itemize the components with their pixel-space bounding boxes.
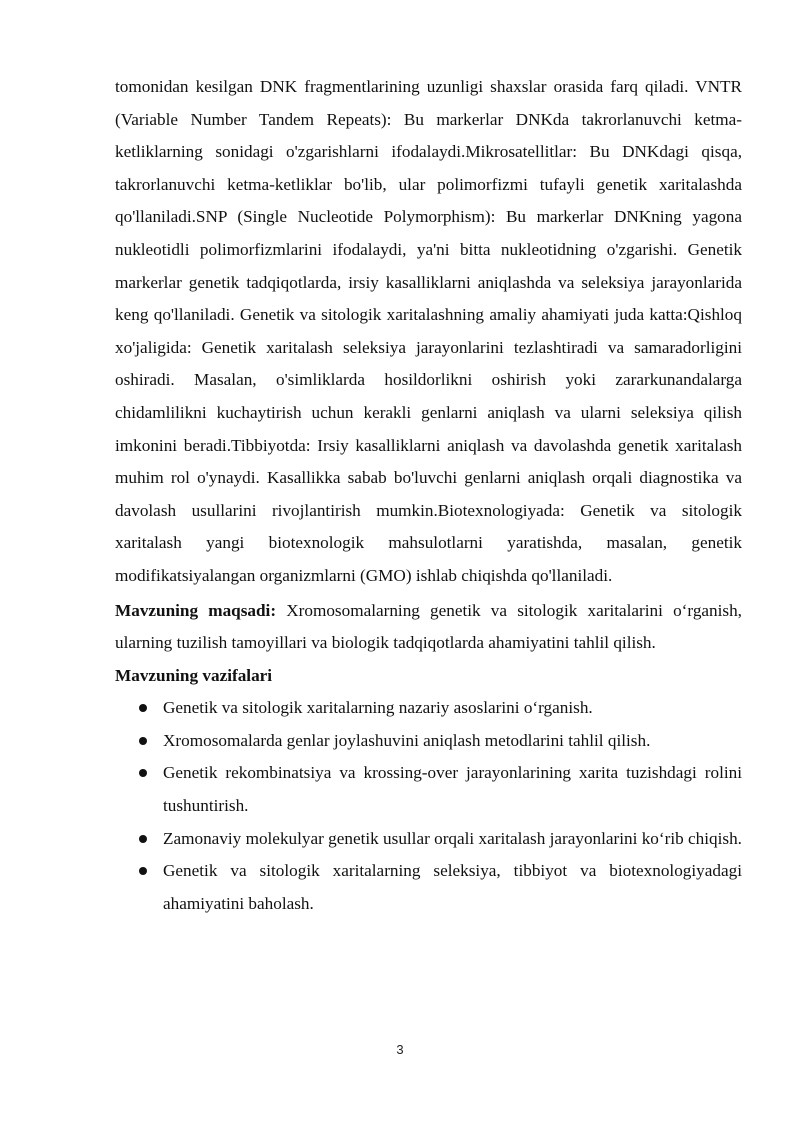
body-paragraph: tomonidan kesilgan DNK fragmentlarining uzunligi shaxslar orasida farq qiladi. VNTR (Variable Number Tandem Repeats): Bu markerlar DNKda takrorlanuvchi ketma-ketliklarning sonidagi o'zgarishlarni ifodalaydi.Mikrosatellitlar: Bu DNKdagi qisqa, takrorlanuvchi ketma-ketliklar bo'lib, ular polimorfizmi tufayli genetik xaritalashda qo'llaniladi.SNP (Single Nucleotide Polymorphism): Bu markerlar DNKning yagona nukleotidli polimorfizmlarini ifodalaydi, ya'ni bitta nukleotidning o'zgarishi. Genetik markerlar genetik tadqiqotlarda, irsiy kasalliklarni aniqlashda va seleksiya jarayonlarida keng qo'llaniladi. Genetik va sitologik xaritalashning amaliy ahamiyati juda katta:Qishloq xo'jaligida: Genetik xaritalash seleksiya jarayonlarini tezlashtiradi va samaradorligini oshiradi. Masalan, o'simliklarda hosildorlikni oshirish yoki zararkunandalarga chidamlilikni kuchaytirish uchun kerakli genlarni aniqlash va ularni seleksiya qilish imkonini beradi.Tibbiyotda: Irsiy kasalliklarni aniqlash va davolashda genetik xaritalash muhim rol o'ynaydi. Kasallikka sabab bo'luvchi genlarni aniqlash orqali diagnostika va davolash usullarini rivojlantirish mumkin.Biotexnologiyada: Genetik va sitologik xaritalash yangi biotexnologik mahsulotlarni yaratishda, masalan, genetik modifikatsiyalangan organizmlarni (GMO) ishlab chiqishda qo'llaniladi.: [115, 77, 742, 585]
list-item: [115, 823, 742, 856]
list-item: [115, 855, 742, 920]
goal-paragraph: [115, 595, 742, 660]
goal-text: Xromosomalarning genetik va sitologik xaritalarini o‘rganish, ularning tuzilish tamoyillari va biologik tadqiqotlarda ahamiyatini tahlil qilish.: [115, 600, 742, 653]
bullet-icon: [139, 769, 147, 777]
tasks-heading: Mavzuning vazifalari: [115, 665, 273, 685]
bullet-icon: [139, 835, 147, 843]
list-item: [115, 692, 742, 725]
bullet-icon: [139, 704, 147, 712]
task-text: Genetik va sitologik xaritalarning seleksiya, tibbiyot va biotexnologiyadagi ahamiyatini baholash.: [163, 861, 742, 913]
goal-label: Mavzuning maqsadi:: [115, 600, 277, 620]
bullet-icon: [139, 737, 147, 745]
page-number: 3: [396, 1042, 404, 1057]
document-page: [115, 71, 742, 920]
task-text: Zamonaviy molekulyar genetik usullar orqali xaritalash jarayonlarini ko‘rib chiqish.: [163, 828, 742, 848]
list-item: [115, 725, 742, 758]
bullet-icon: [139, 867, 147, 875]
list-item: [115, 757, 742, 822]
task-text: Genetik rekombinatsiya va krossing-over jarayonlarining xarita tuzishdagi rolini tushuntirish.: [163, 763, 742, 816]
tasks-list: [115, 692, 742, 920]
task-text: Xromosomalarda genlar joylashuvini aniqlash metodlarini tahlil qilish.: [163, 730, 651, 750]
task-text: Genetik va sitologik xaritalarning nazariy asoslarini o‘rganish.: [163, 698, 593, 718]
